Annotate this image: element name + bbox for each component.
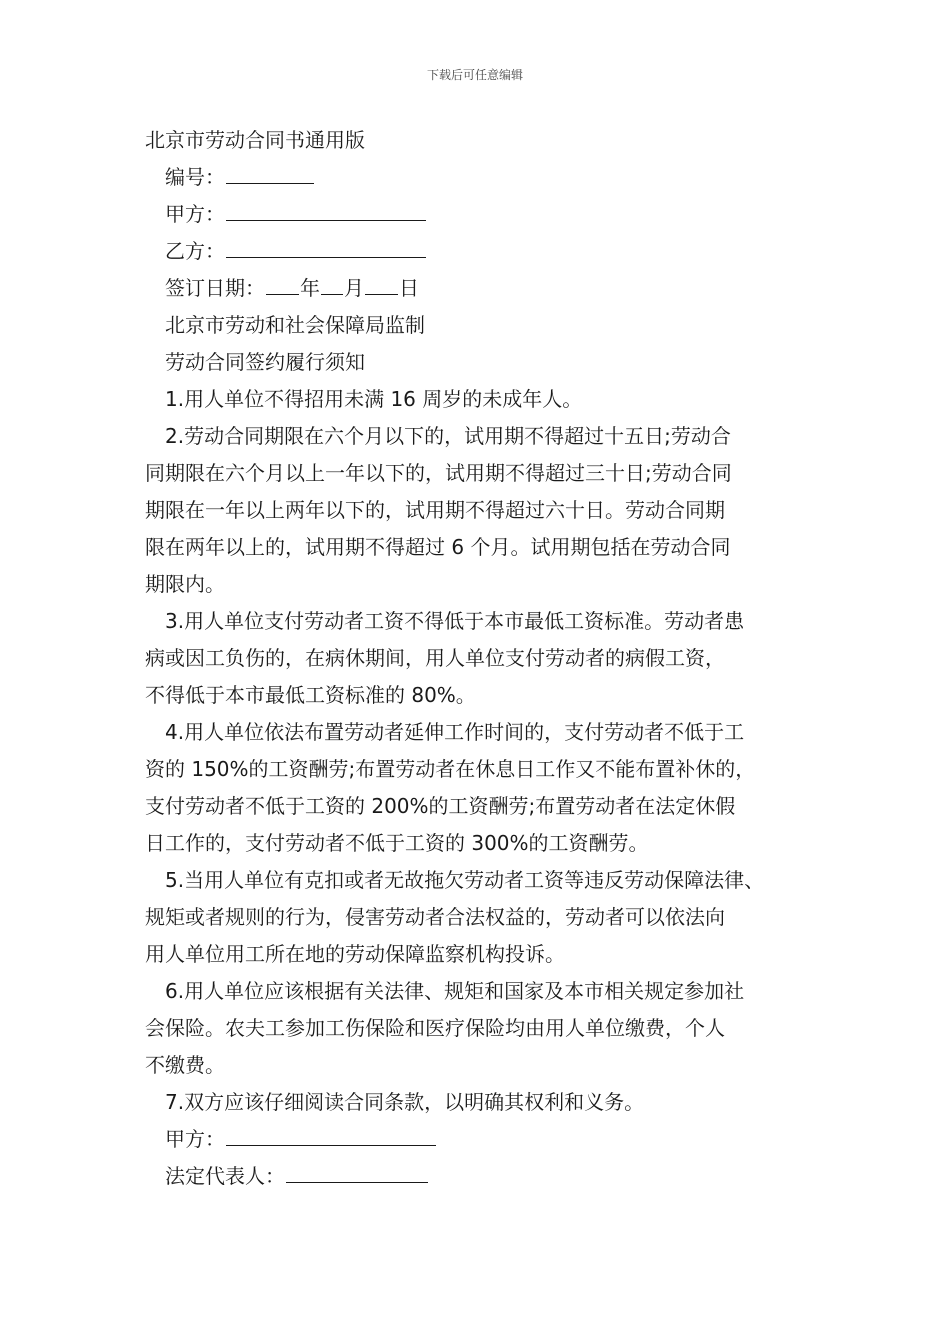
day-blank — [365, 270, 398, 295]
notice-item — [145, 714, 810, 862]
notice-item-line: 3.用人单位支付劳动者工资不得低于本市最低工资标准。劳动者患 — [165, 609, 745, 633]
notice-item — [145, 973, 810, 1084]
notice-item-line: 2.劳动合同期限在六个月以下的，试用期不得超过十五日;劳动合 — [165, 424, 731, 448]
notice-item-line: 日工作的，支付劳动者不低于工资的 300%的工资酬劳。 — [145, 831, 649, 855]
number-blank — [226, 159, 314, 184]
notice-item-line: 不得低于本市最低工资标准的 80%。 — [145, 683, 476, 707]
year-blank — [266, 270, 299, 295]
number-row — [145, 159, 810, 196]
notice-items — [145, 381, 810, 1121]
notice-item — [145, 381, 810, 418]
notice-item-line: 7.双方应该仔细阅读合同条款，以明确其权利和义务。 — [165, 1090, 645, 1114]
party-b-label: 乙方： — [165, 239, 225, 263]
notice-title: 劳动合同签约履行须知 — [165, 350, 365, 374]
notice-item-line: 同期限在六个月以上一年以下的，试用期不得超过三十日;劳动合同 — [145, 461, 732, 485]
notice-item-line: 规矩或者规则的行为，侵害劳动者合法权益的，劳动者可以依法向 — [145, 905, 725, 929]
party-a-blank — [226, 196, 426, 221]
party-a-label: 甲方： — [165, 202, 225, 226]
sign-party-a-row — [145, 1121, 810, 1158]
document-title: 北京市劳动合同书通用版 — [145, 128, 365, 152]
year-label: 年 — [300, 276, 320, 300]
notice-item-line: 资的 150%的工资酬劳;布置劳动者在休息日工作又不能布置补休的， — [145, 757, 756, 781]
party-b-blank — [226, 233, 426, 258]
legal-rep-blank — [286, 1158, 428, 1183]
notice-item-line: 6.用人单位应该根据有关法律、规矩和国家及本市相关规定参加社 — [165, 979, 745, 1003]
day-label: 日 — [399, 276, 419, 300]
sign-date-label: 签订日期： — [165, 276, 265, 300]
notice-item-line: 支付劳动者不低于工资的 200%的工资酬劳;布置劳动者在法定休假 — [145, 794, 736, 818]
notice-item — [145, 418, 810, 603]
notice-item — [145, 862, 810, 973]
notice-item — [145, 1084, 810, 1121]
page-header: 下载后可任意编辑 — [426, 68, 523, 82]
notice-item-line: 用人单位用工所在地的劳动保障监察机构投诉。 — [145, 942, 565, 966]
notice-item-line: 会保险。农夫工参加工伤保险和医疗保险均由用人单位缴费，个人 — [145, 1016, 725, 1040]
legal-rep-row — [145, 1158, 810, 1195]
number-label: 编号： — [165, 165, 225, 189]
month-label: 月 — [344, 276, 364, 300]
document-body — [145, 122, 810, 1195]
party-b-row — [145, 233, 810, 270]
supervisor-line: 北京市劳动和社会保障局监制 — [165, 313, 425, 337]
notice-item-line: 5.当用人单位有克扣或者无故拖欠劳动者工资等违反劳动保障法律、 — [165, 868, 765, 892]
month-blank — [321, 270, 343, 295]
sign-party-a-blank — [226, 1121, 436, 1146]
notice-item-line: 限在两年以上的，试用期不得超过 6 个月。试用期包括在劳动合同 — [145, 535, 731, 559]
notice-item-line: 1.用人单位不得招用未满 16 周岁的未成年人。 — [165, 387, 583, 411]
notice-item — [145, 603, 810, 714]
notice-item-line: 病或因工负伤的，在病休期间，用人单位支付劳动者的病假工资， — [145, 646, 725, 670]
notice-item-line: 不缴费。 — [145, 1053, 225, 1077]
notice-item-line: 4.用人单位依法布置劳动者延伸工作时间的，支付劳动者不低于工 — [165, 720, 745, 744]
legal-rep-label: 法定代表人： — [165, 1164, 285, 1188]
party-a-row — [145, 196, 810, 233]
sign-date-row — [145, 270, 810, 307]
notice-item-line: 期限在一年以上两年以下的，试用期不得超过六十日。劳动合同期 — [145, 498, 725, 522]
notice-item-line: 期限内。 — [145, 572, 225, 596]
sign-party-a-label: 甲方： — [165, 1127, 225, 1151]
